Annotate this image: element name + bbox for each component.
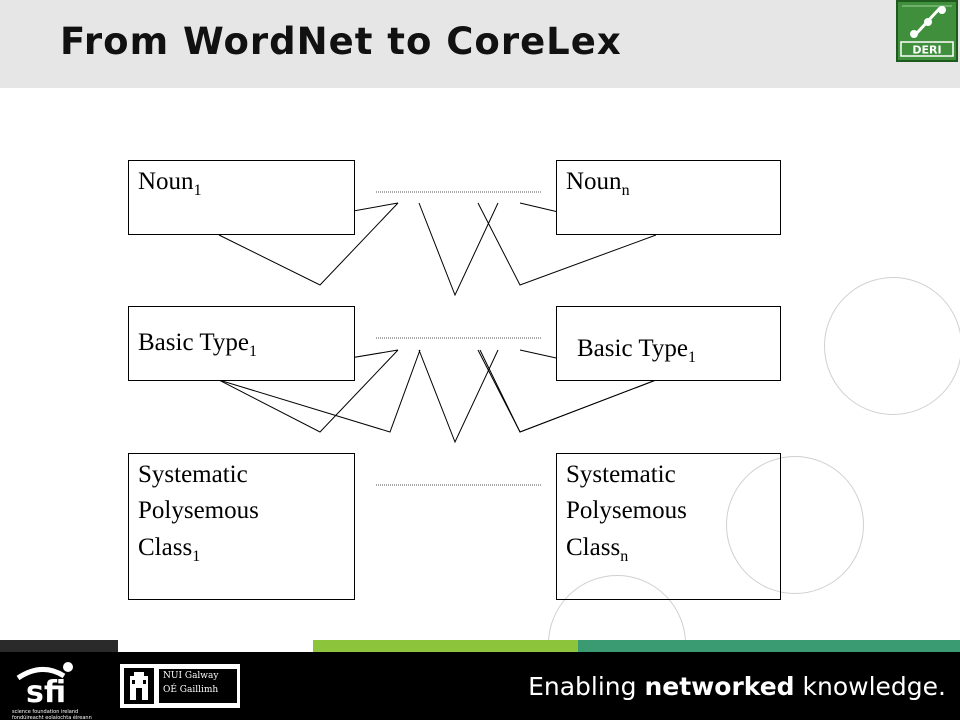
footer-stripe-dark [0,640,118,652]
tagline-start: Enabling [528,672,645,701]
nui-galway-logo [120,664,240,708]
polysemous-class-1-box [128,453,355,600]
title-bar [0,0,960,88]
polysemous-class-n-line3: Class [566,533,621,561]
noun-1-box [128,160,355,235]
polysemous-class-n-line2: Polysemous [566,497,687,525]
basic-type-right-subscript: 1 [687,349,696,366]
nui-galway-text [159,669,237,703]
polysemous-class-n-box [556,453,781,600]
basic-type-left-label: Basic Type [138,329,249,356]
noun-n-label: Noun [566,168,622,195]
polysemous-class-n-subscript: n [620,547,629,565]
nui-line1: NUI Galway [163,671,219,681]
nui-crest-icon [124,668,154,704]
footer-stripe-green [313,640,578,652]
polysemous-class-1-line2: Polysemous [138,497,259,525]
footer-stripe-teal [578,640,960,652]
deri-logo-text: DERI [912,43,942,57]
noun-1-label: Noun [138,168,194,195]
nui-line2: OÉ Gaillimh [163,685,219,695]
tagline [528,672,946,701]
polysemous-class-1-line1: Systematic [138,461,248,488]
tagline-bold: networked [644,672,795,701]
decorative-circle [824,277,960,415]
deri-logo [896,0,958,62]
polysemous-class-1-line3: Class [138,533,193,561]
footer-bar [0,652,960,720]
basic-type-right-box [556,306,781,381]
polysemous-class-n-line1: Systematic [566,461,676,488]
sfi-caption [12,709,92,721]
sfi-caption-line1: science foundation ireland [12,709,79,715]
basic-type-right-label: Basic Type [577,335,688,362]
sfi-logo-text: sfi [26,675,67,710]
basic-type-left-subscript: 1 [248,343,257,360]
noun-n-box [556,160,781,235]
sfi-caption-line2: fondúireacht eolaíochta éireann [12,715,92,721]
basic-type-left-box [128,306,355,381]
polysemous-class-1-subscript: 1 [192,547,201,565]
tagline-end: knowledge. [794,672,946,701]
noun-n-subscript: n [621,182,630,199]
slide-title: From WordNet to CoreLex [60,20,622,63]
noun-1-subscript: 1 [193,182,202,199]
